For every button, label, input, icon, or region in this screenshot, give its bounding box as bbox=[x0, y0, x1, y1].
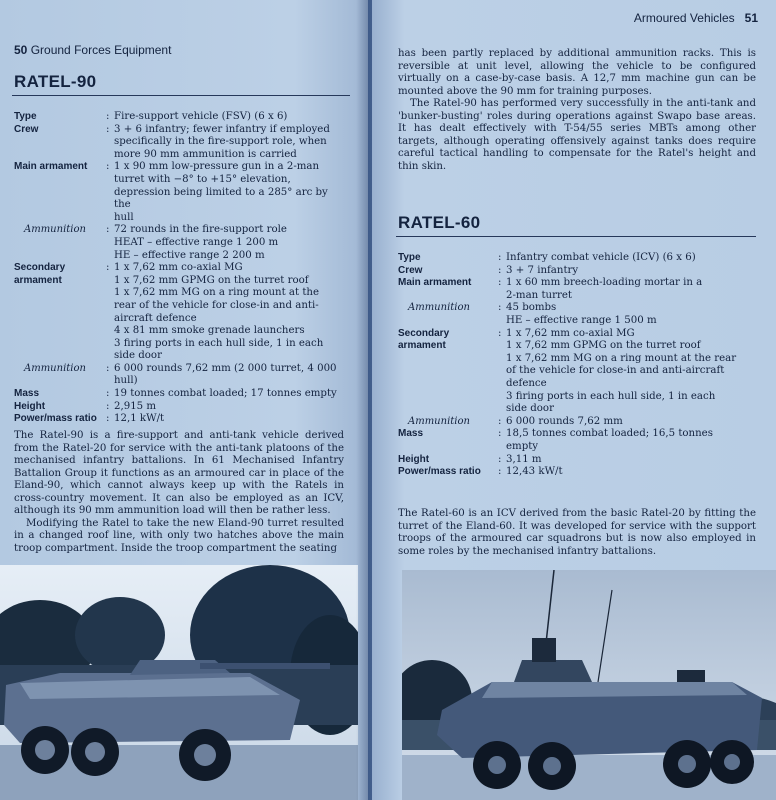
spec-label: Type bbox=[14, 111, 37, 122]
spec-colon: : bbox=[498, 264, 502, 276]
spec-value-line: 1 x 7,62 mm MG on a ring mount at the bbox=[114, 287, 320, 299]
spec-colon: : bbox=[498, 252, 502, 263]
spec-value bbox=[114, 388, 344, 401]
spec-colon: : bbox=[106, 388, 110, 400]
ratel-60-specs bbox=[398, 252, 760, 479]
spec-value-line: 6 000 rounds 7,62 mm (2 000 turret, 4 000 bbox=[114, 362, 337, 374]
spec-value-line: rear of the vehicle for close-in and anti- bbox=[114, 299, 319, 311]
spec-value-line: aircraft defence bbox=[114, 312, 197, 324]
spec-value-line: 19 tonnes combat loaded; 17 tonnes empty bbox=[114, 388, 337, 400]
spec-value-line: Fire-support vehicle (FSV) (6 x 6) bbox=[114, 111, 288, 122]
spec-value-line: 2,915 m bbox=[114, 400, 157, 412]
continued-paragraph: has been partly replaced by additional ammunition racks. This is reversible at unit level, allowing the vehicle to be configured virtually on a case-by-case basis. A 12,7 mm machine gun can be mounted above the 90 mm for training purposes. bbox=[398, 48, 756, 97]
spec-value-line: specifically in the fire-support role, when bbox=[114, 136, 327, 148]
spec-value-line: of the vehicle for close-in and anti-aircraft bbox=[506, 365, 725, 377]
spec-colon: : bbox=[106, 400, 110, 412]
spec-colon: : bbox=[498, 327, 502, 339]
spec-colon: : bbox=[498, 428, 502, 440]
spec-row-ammunition bbox=[398, 302, 760, 327]
spec-colon: : bbox=[106, 362, 110, 374]
spec-row-height bbox=[398, 454, 760, 467]
ratel-90-continued bbox=[398, 48, 756, 173]
spec-label: Main armament bbox=[14, 161, 88, 173]
spec-row-type bbox=[14, 111, 344, 124]
spec-row-secondary-armament bbox=[398, 328, 760, 416]
spec-value bbox=[114, 413, 344, 426]
left-section-title: Ground Forces Equipment bbox=[30, 43, 172, 57]
spec-row-crew bbox=[14, 124, 344, 162]
spec-value-line: HE – effective range 2 200 m bbox=[114, 249, 265, 261]
spec-row-power-mass-ratio bbox=[398, 466, 760, 479]
right-page-number: 51 bbox=[744, 11, 758, 25]
spec-value-line: empty bbox=[506, 440, 539, 452]
spec-value-line: defence bbox=[506, 377, 547, 389]
spec-row-main-armament bbox=[398, 277, 760, 302]
spec-value-line: hull bbox=[114, 211, 134, 223]
spec-label: Secondary armament bbox=[398, 327, 450, 352]
ratel-60-paragraph: The Ratel-60 is an ICV derived from the basic Ratel-20 by fitting the turret of the Eland-60. It was developed for service with the support troops of the armoured car squadrons but is now also employed in some roles by the mechanised infantry battalions. bbox=[398, 508, 756, 557]
ratel-90-specs bbox=[14, 111, 344, 426]
spec-label: Height bbox=[398, 453, 430, 465]
spec-value-line: depression being limited to a 285° arc by the bbox=[114, 186, 328, 211]
spec-row-type bbox=[398, 252, 760, 265]
right-page bbox=[372, 0, 776, 800]
spec-value bbox=[506, 416, 760, 429]
left-page-header bbox=[14, 43, 171, 57]
spec-label: Ammunition bbox=[408, 415, 470, 427]
spec-value-line: 1 x 7,62 mm co-axial MG bbox=[114, 262, 243, 274]
spec-value bbox=[114, 111, 344, 124]
spec-value-line: Infantry combat vehicle (ICV) (6 x 6) bbox=[506, 252, 696, 263]
spec-value-line: turret with −8° to +15° elevation, bbox=[114, 173, 291, 185]
spec-value-line: 1 x 7,62 mm co-axial MG bbox=[506, 327, 635, 339]
spec-label: Ammunition bbox=[24, 362, 86, 374]
spec-value bbox=[506, 428, 760, 453]
spec-value-line: 72 rounds in the fire-support role bbox=[114, 224, 287, 236]
spec-value-line: 12,1 kW/t bbox=[114, 413, 165, 425]
spec-row-ammunition bbox=[14, 363, 344, 388]
spec-colon: : bbox=[498, 415, 502, 427]
spec-label: Type bbox=[398, 252, 421, 263]
spec-colon: : bbox=[106, 262, 110, 274]
spec-value bbox=[506, 302, 760, 327]
spec-label: Height bbox=[14, 400, 46, 412]
spec-row-ammunition bbox=[398, 416, 760, 429]
spec-value-line: 1 x 7,62 mm GPMG on the turret roof bbox=[114, 274, 309, 286]
spec-value bbox=[506, 265, 760, 278]
spec-colon: : bbox=[498, 302, 502, 314]
spec-colon: : bbox=[498, 466, 502, 478]
spec-value bbox=[506, 252, 760, 265]
spec-row-ammunition bbox=[14, 224, 344, 262]
spec-value-line: 2-man turret bbox=[506, 289, 572, 301]
ratel-90-paragraph-2: Modifying the Ratel to take the new Eland-90 turret resulted in a changed roof line, with only two hatches above the main troop compartment. Inside the troop compartment the seating bbox=[14, 517, 344, 554]
ratel-60-photo bbox=[402, 570, 776, 800]
ratel-90-operations-paragraph: The Ratel-90 has performed very successfully in the anti-tank and 'bunker-busting' roles during operations against Swapo base areas. It has dealt effectively with T-54/55 series MBTs among other targets, although operating offensively against tanks does require careful tactical handling to compensate for the Ratel's height and thin skin. bbox=[398, 98, 756, 172]
spec-label: Power/mass ratio bbox=[398, 466, 481, 478]
spec-value-line: 1 x 7,62 mm MG on a ring mount at the rear bbox=[506, 352, 737, 364]
spec-label: Ammunition bbox=[24, 224, 86, 236]
spec-colon: : bbox=[106, 413, 110, 425]
right-section-title: Armoured Vehicles bbox=[633, 11, 735, 25]
spec-value-line: 1 x 90 mm low-pressure gun in a 2-man bbox=[114, 161, 320, 173]
spec-value bbox=[506, 466, 760, 479]
spec-value-line: 4 x 81 mm smoke grenade launchers bbox=[114, 325, 305, 337]
spec-label: Mass bbox=[398, 428, 424, 440]
spec-row-crew bbox=[398, 265, 760, 278]
spec-value bbox=[114, 262, 344, 363]
spec-value-line: 3 + 6 infantry; fewer infantry if employed bbox=[114, 123, 330, 135]
spec-value bbox=[114, 161, 344, 224]
spec-value-line: 18,5 tonnes combat loaded; 16,5 tonnes bbox=[506, 428, 713, 440]
spec-value-line: side door bbox=[506, 403, 554, 415]
spec-value-line: 12,43 kW/t bbox=[506, 466, 563, 478]
spec-value-line: side door bbox=[114, 350, 162, 362]
spec-row-mass bbox=[398, 428, 760, 453]
spec-label: Crew bbox=[14, 123, 39, 135]
spec-colon: : bbox=[106, 224, 110, 236]
spec-colon: : bbox=[106, 161, 110, 173]
spec-row-main-armament bbox=[14, 161, 344, 224]
spec-value-line: 6 000 rounds 7,62 mm bbox=[506, 415, 623, 427]
ratel-60-title: RATEL-60 bbox=[398, 213, 481, 232]
spec-value-line: 45 bombs bbox=[506, 302, 557, 314]
spec-value-line: 3 + 7 infantry bbox=[506, 264, 579, 276]
ratel-90-paragraph-1: The Ratel-90 is a fire-support and anti-tank vehicle derived from the Ratel-20 for service with the anti-tank platoons of the mechanised infantry battalions. In 61 Mechanised Infantry Battalion Group it functions as an armoured car in place of the Eland-90, which cannot always keep up with the Ratels in cross-country movement. It can also be employed as an ICV, although its 90 mm ammunition load will then be rather less. bbox=[14, 430, 344, 516]
left-page-number: 50 bbox=[14, 43, 28, 57]
spec-colon: : bbox=[498, 277, 502, 289]
left-page bbox=[0, 0, 368, 800]
spec-value-line: 1 x 7,62 mm GPMG on the turret roof bbox=[506, 340, 701, 352]
ratel-90-title: RATEL-90 bbox=[14, 72, 97, 91]
spec-label: Main armament bbox=[398, 277, 472, 289]
ratel-60-description bbox=[398, 508, 756, 558]
spec-value-line: HE – effective range 1 500 m bbox=[506, 314, 657, 326]
spec-value bbox=[114, 363, 344, 388]
spec-value-line: 3 firing ports in each hull side, 1 in each bbox=[114, 337, 324, 349]
spec-value-line: 3,11 m bbox=[506, 453, 542, 465]
spec-colon: : bbox=[106, 123, 110, 135]
spec-colon: : bbox=[106, 111, 110, 122]
spec-label: Crew bbox=[398, 264, 423, 276]
spec-value bbox=[114, 124, 344, 162]
spec-row-mass bbox=[14, 388, 344, 401]
spec-value-line: 3 firing ports in each hull side, 1 in each bbox=[506, 390, 716, 402]
spec-label: Ammunition bbox=[408, 302, 470, 314]
spec-value-line: more 90 mm ammunition is carried bbox=[114, 148, 297, 160]
spec-value bbox=[506, 328, 760, 416]
ratel-60-title-rule bbox=[396, 236, 756, 237]
spec-value-line: 1 x 60 mm breech-loading mortar in a bbox=[506, 277, 703, 289]
ratel-90-photo bbox=[0, 565, 358, 800]
spec-label: Secondary armament bbox=[14, 262, 66, 286]
spec-row-secondary-armament bbox=[14, 262, 344, 363]
spec-value bbox=[506, 454, 760, 467]
right-page-header bbox=[634, 11, 758, 25]
ratel-90-description bbox=[14, 430, 344, 555]
spec-value-line: hull) bbox=[114, 375, 138, 387]
spec-label: Power/mass ratio bbox=[14, 413, 97, 425]
spec-value bbox=[506, 277, 760, 302]
spec-row-power-mass-ratio bbox=[14, 413, 344, 426]
spec-colon: : bbox=[498, 453, 502, 465]
spec-value bbox=[114, 401, 344, 414]
spec-row-height bbox=[14, 401, 344, 414]
title-rule bbox=[12, 95, 350, 96]
spec-value bbox=[114, 224, 344, 262]
spec-value-line: HEAT – effective range 1 200 m bbox=[114, 236, 279, 248]
spec-label: Mass bbox=[14, 388, 40, 400]
